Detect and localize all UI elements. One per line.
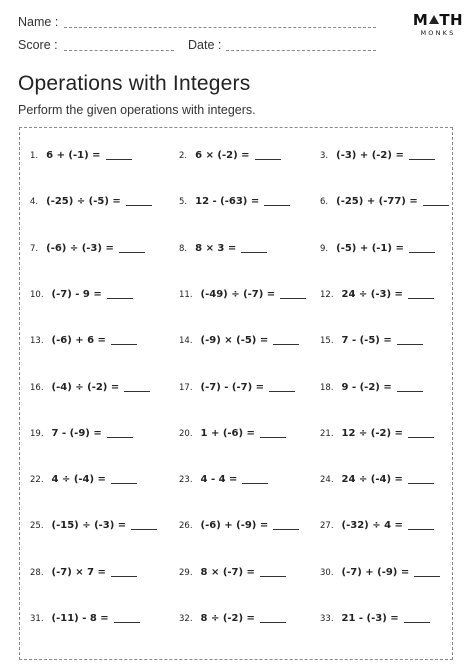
problem-expression: (-9) × (-5) = bbox=[200, 335, 269, 347]
problem-number: 9. bbox=[320, 243, 329, 254]
logo-text-left: M bbox=[412, 11, 429, 29]
problem-item bbox=[30, 328, 137, 348]
logo-subtext: MONKS bbox=[420, 29, 456, 37]
problem-expression: 1 + (-6) = bbox=[200, 427, 255, 439]
answer-blank[interactable] bbox=[260, 565, 286, 577]
problem-item bbox=[30, 421, 133, 441]
problem-item bbox=[320, 467, 434, 487]
date-label: Date : bbox=[188, 38, 222, 52]
problem-number: 16. bbox=[30, 382, 44, 393]
problem-number: 27. bbox=[320, 521, 334, 532]
problem-item bbox=[30, 375, 150, 395]
answer-blank[interactable] bbox=[255, 148, 281, 160]
problem-item bbox=[179, 560, 286, 580]
problem-item bbox=[30, 606, 140, 626]
problem-expression: (-25) ÷ (-5) = bbox=[46, 196, 121, 208]
answer-blank[interactable] bbox=[408, 472, 434, 484]
triangle-icon bbox=[429, 15, 439, 24]
problem-number: 23. bbox=[179, 475, 193, 486]
logo-wordmark bbox=[412, 12, 464, 28]
problem-item bbox=[179, 189, 290, 209]
answer-blank[interactable] bbox=[242, 472, 268, 484]
answer-blank[interactable] bbox=[409, 241, 435, 253]
problem-number: 2. bbox=[179, 151, 188, 161]
answer-blank[interactable] bbox=[260, 426, 286, 438]
problem-item bbox=[179, 606, 286, 626]
problem-item bbox=[320, 236, 435, 256]
problem-number: 26. bbox=[179, 521, 193, 532]
answer-blank[interactable] bbox=[408, 518, 434, 530]
date-field bbox=[188, 38, 221, 52]
problem-number: 12. bbox=[320, 289, 334, 300]
problem-item bbox=[320, 513, 434, 533]
problem-number: 11. bbox=[179, 289, 193, 300]
problem-item bbox=[30, 282, 133, 302]
problem-number: 32. bbox=[179, 614, 193, 624]
problem-expression: (-11) - 8 = bbox=[51, 613, 109, 624]
answer-blank[interactable] bbox=[114, 611, 140, 623]
answer-blank[interactable] bbox=[119, 241, 145, 253]
problem-expression: 12 ÷ (-2) = bbox=[341, 427, 403, 439]
answer-blank[interactable] bbox=[408, 426, 434, 438]
problem-number: 13. bbox=[30, 336, 44, 347]
problem-item bbox=[179, 236, 267, 256]
problem-item bbox=[30, 189, 152, 209]
problem-number: 6. bbox=[320, 197, 329, 208]
problem-number: 25. bbox=[30, 521, 44, 532]
problem-number: 10. bbox=[30, 289, 44, 300]
problem-expression: 7 - (-9) = bbox=[51, 427, 102, 439]
problem-item bbox=[179, 143, 281, 163]
problem-item bbox=[30, 467, 137, 487]
problem-number: 3. bbox=[320, 151, 329, 161]
problem-number: 20. bbox=[179, 428, 193, 439]
problem-expression: 8 × (-7) = bbox=[200, 566, 255, 578]
problem-expression: 24 ÷ (-4) = bbox=[341, 474, 403, 486]
answer-blank[interactable] bbox=[264, 194, 290, 206]
answer-blank[interactable] bbox=[269, 380, 295, 392]
problem-number: 1. bbox=[30, 151, 39, 161]
answer-blank[interactable] bbox=[111, 565, 137, 577]
problem-number: 17. bbox=[179, 382, 193, 393]
problem-expression: 24 ÷ (-3) = bbox=[341, 288, 403, 300]
logo-text-right: TH bbox=[439, 11, 464, 29]
problem-expression: 6 + (-1) = bbox=[46, 150, 101, 161]
answer-blank[interactable] bbox=[106, 148, 132, 160]
answer-blank[interactable] bbox=[126, 194, 152, 206]
answer-blank[interactable] bbox=[131, 518, 157, 530]
answer-blank[interactable] bbox=[397, 333, 423, 345]
problem-item bbox=[179, 375, 295, 395]
problem-expression: (-15) ÷ (-3) = bbox=[51, 520, 127, 532]
problem-item bbox=[179, 513, 299, 533]
score-field bbox=[18, 38, 58, 52]
problem-item bbox=[179, 328, 299, 348]
answer-blank[interactable] bbox=[409, 148, 435, 160]
problem-number: 5. bbox=[179, 197, 188, 208]
answer-blank[interactable] bbox=[107, 287, 133, 299]
problem-expression: 21 - (-3) = bbox=[341, 613, 399, 624]
problem-item bbox=[320, 606, 430, 626]
answer-blank[interactable] bbox=[260, 611, 286, 623]
problem-expression: 9 - (-2) = bbox=[341, 381, 392, 393]
problem-expression: 7 - (-5) = bbox=[341, 335, 392, 347]
problem-expression: (-5) + (-1) = bbox=[336, 242, 404, 254]
problem-expression: (-49) ÷ (-7) = bbox=[200, 288, 276, 300]
problem-number: 21. bbox=[320, 428, 334, 439]
problem-expression: (-25) + (-77) = bbox=[336, 196, 418, 208]
problem-expression: (-32) ÷ 4 = bbox=[341, 520, 403, 532]
answer-blank[interactable] bbox=[408, 287, 434, 299]
answer-blank[interactable] bbox=[280, 287, 306, 299]
problem-expression: (-6) + 6 = bbox=[51, 335, 106, 347]
problem-expression: (-7) + (-9) = bbox=[341, 566, 410, 578]
problem-expression: (-4) ÷ (-2) = bbox=[51, 381, 120, 393]
problem-expression: 12 - (-63) = bbox=[195, 196, 260, 208]
problem-number: 4. bbox=[30, 197, 39, 208]
answer-blank[interactable] bbox=[273, 333, 299, 345]
problem-item bbox=[30, 560, 137, 580]
problem-item bbox=[320, 282, 434, 302]
problem-expression: (-3) + (-2) = bbox=[336, 150, 404, 161]
problem-item bbox=[320, 375, 423, 395]
answer-blank[interactable] bbox=[111, 472, 137, 484]
problem-item bbox=[179, 421, 286, 441]
problem-expression: 4 ÷ (-4) = bbox=[51, 474, 106, 486]
answer-blank[interactable] bbox=[273, 518, 299, 530]
problem-item bbox=[179, 467, 268, 487]
problem-expression: (-6) ÷ (-3) = bbox=[46, 242, 114, 254]
problem-expression: (-7) - 9 = bbox=[51, 288, 102, 300]
problem-number: 31. bbox=[30, 614, 44, 624]
answer-blank[interactable] bbox=[423, 194, 449, 206]
problem-number: 14. bbox=[179, 336, 193, 347]
problem-number: 19. bbox=[30, 428, 44, 439]
problem-number: 22. bbox=[30, 475, 44, 486]
date-line[interactable] bbox=[226, 50, 376, 51]
problem-item bbox=[320, 328, 423, 348]
score-line[interactable] bbox=[64, 50, 174, 51]
problem-number: 8. bbox=[179, 243, 188, 254]
problem-expression: (-7) × 7 = bbox=[51, 566, 106, 578]
problem-expression: 8 × 3 = bbox=[195, 242, 237, 254]
problem-expression: 4 - 4 = bbox=[200, 474, 238, 486]
name-line[interactable] bbox=[64, 27, 376, 28]
answer-blank[interactable] bbox=[397, 380, 423, 392]
answer-blank[interactable] bbox=[241, 241, 267, 253]
instructions: Perform the given operations with integers. bbox=[18, 103, 256, 117]
answer-blank[interactable] bbox=[107, 426, 133, 438]
problem-item bbox=[320, 421, 434, 441]
answer-blank[interactable] bbox=[111, 333, 137, 345]
answer-blank[interactable] bbox=[404, 611, 430, 623]
problem-number: 29. bbox=[179, 567, 193, 578]
problem-number: 24. bbox=[320, 475, 334, 486]
problem-item bbox=[320, 143, 435, 163]
problem-item bbox=[30, 236, 145, 256]
problem-number: 7. bbox=[30, 243, 39, 254]
problem-expression: 8 ÷ (-2) = bbox=[200, 613, 255, 624]
score-label: Score : bbox=[18, 38, 58, 52]
problem-item bbox=[30, 513, 157, 533]
problem-item bbox=[30, 143, 132, 163]
answer-blank[interactable] bbox=[414, 565, 440, 577]
answer-blank[interactable] bbox=[124, 380, 150, 392]
name-field bbox=[18, 15, 58, 29]
problem-expression: (-7) - (-7) = bbox=[200, 381, 265, 393]
problem-item bbox=[320, 189, 449, 209]
problem-number: 28. bbox=[30, 567, 44, 578]
page-title: Operations with Integers bbox=[18, 72, 251, 95]
problem-number: 18. bbox=[320, 382, 334, 393]
name-label: Name : bbox=[18, 15, 59, 29]
problem-number: 15. bbox=[320, 336, 334, 347]
math-monks-logo bbox=[412, 12, 464, 37]
problem-item bbox=[320, 560, 440, 580]
problem-item bbox=[179, 282, 306, 302]
problem-number: 33. bbox=[320, 614, 334, 624]
problem-expression: (-6) + (-9) = bbox=[200, 520, 269, 532]
problem-expression: 6 × (-2) = bbox=[195, 150, 250, 161]
problem-number: 30. bbox=[320, 567, 334, 578]
